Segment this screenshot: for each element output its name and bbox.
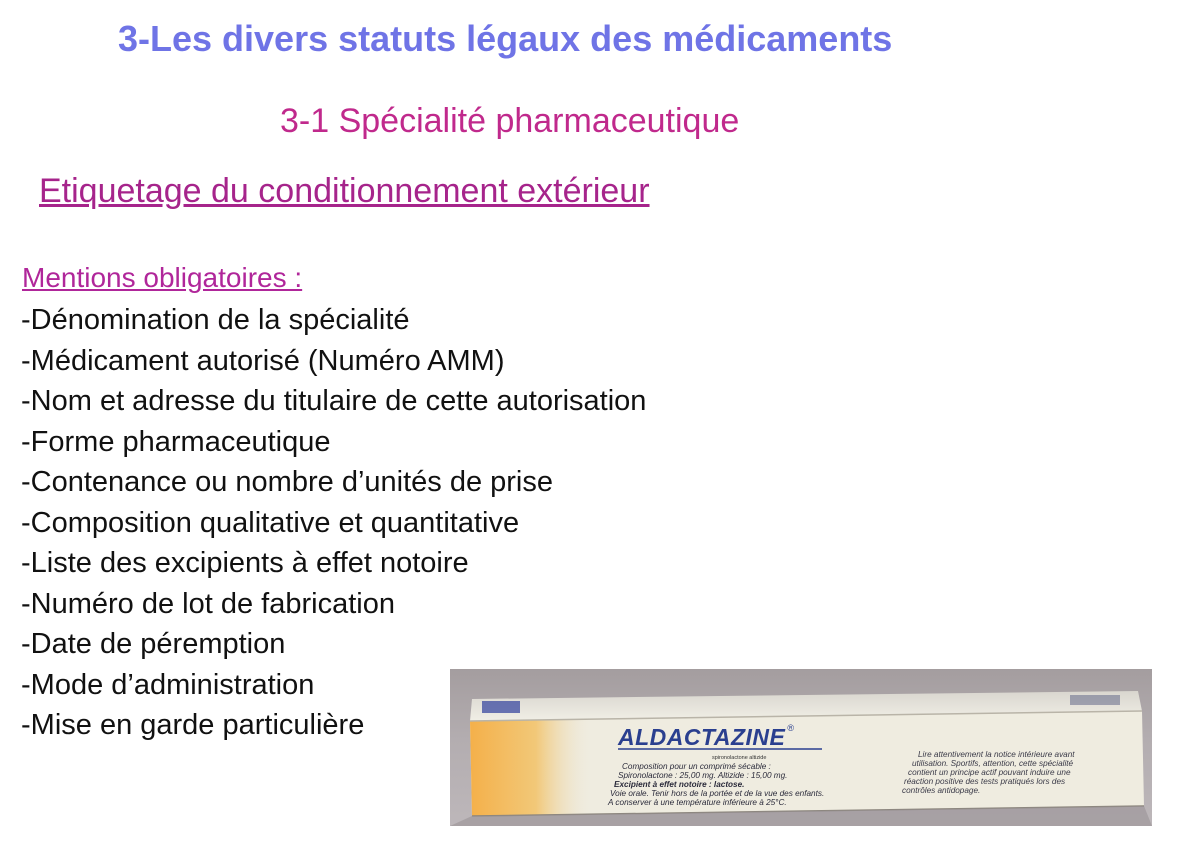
mention-item: -Médicament autorisé (Numéro AMM) xyxy=(21,344,505,377)
warning-line: Lire attentivement la notice intérieure avant xyxy=(918,750,1075,759)
mention-item: -Nom et adresse du titulaire de cette autorisation xyxy=(21,385,647,417)
section-heading: Etiquetage du conditionnement extérieur xyxy=(39,172,650,210)
warning-line: utilisation. Sportifs, attention, cette spécialité xyxy=(912,759,1074,768)
mention-item: -Forme pharmaceutique xyxy=(21,425,331,458)
composition-line: Spironolactone : 25,00 mg. Altizide : 15,00 mg. xyxy=(618,771,788,780)
warning-line: réaction positive des tests pratiqués lors des xyxy=(904,777,1066,786)
slide-title: 3-Les divers statuts légaux des médicaments xyxy=(118,18,893,59)
warning-line: contrôles antidopage. xyxy=(902,786,981,795)
mention-item: -Mode d’administration xyxy=(21,668,315,701)
medicine-box-drawing xyxy=(450,669,1152,826)
warning-line: contient un principe actif pouvant induire une xyxy=(908,768,1071,777)
box-top-print xyxy=(1070,695,1120,705)
medicine-box-photo xyxy=(450,669,1152,826)
slide-subtitle: 3-1 Spécialité pharmaceutique xyxy=(280,102,740,140)
composition-line: Composition pour un comprimé sécable : xyxy=(622,762,771,771)
box-orange-band xyxy=(470,719,590,816)
mention-item: -Dénomination de la spécialité xyxy=(21,304,410,336)
box-top-label xyxy=(482,701,520,713)
composition-line: Voie orale. Tenir hors de la portée et de la vue des enfants. xyxy=(610,789,825,798)
mention-item: -Composition qualitative et quantitative xyxy=(21,506,520,539)
composition-line: Excipient à effet notoire : lactose. xyxy=(614,780,745,789)
mention-item: -Date de péremption xyxy=(21,628,286,660)
brand-name: ALDACTAZINE xyxy=(618,724,786,750)
composition-line: A conserver à une température inférieure à 25°C. xyxy=(608,798,787,807)
mentions-label: Mentions obligatoires : xyxy=(22,262,303,293)
mention-item: -Mise en garde particulière xyxy=(21,709,365,741)
brand-registered-mark: ® xyxy=(787,723,794,733)
mention-item: -Liste des excipients à effet notoire xyxy=(21,547,469,579)
mention-item: -Numéro de lot de fabrication xyxy=(21,587,395,620)
mention-item: -Contenance ou nombre d’unités de prise xyxy=(21,466,553,498)
brand-subtitle: spironolactone altizide xyxy=(712,755,767,761)
